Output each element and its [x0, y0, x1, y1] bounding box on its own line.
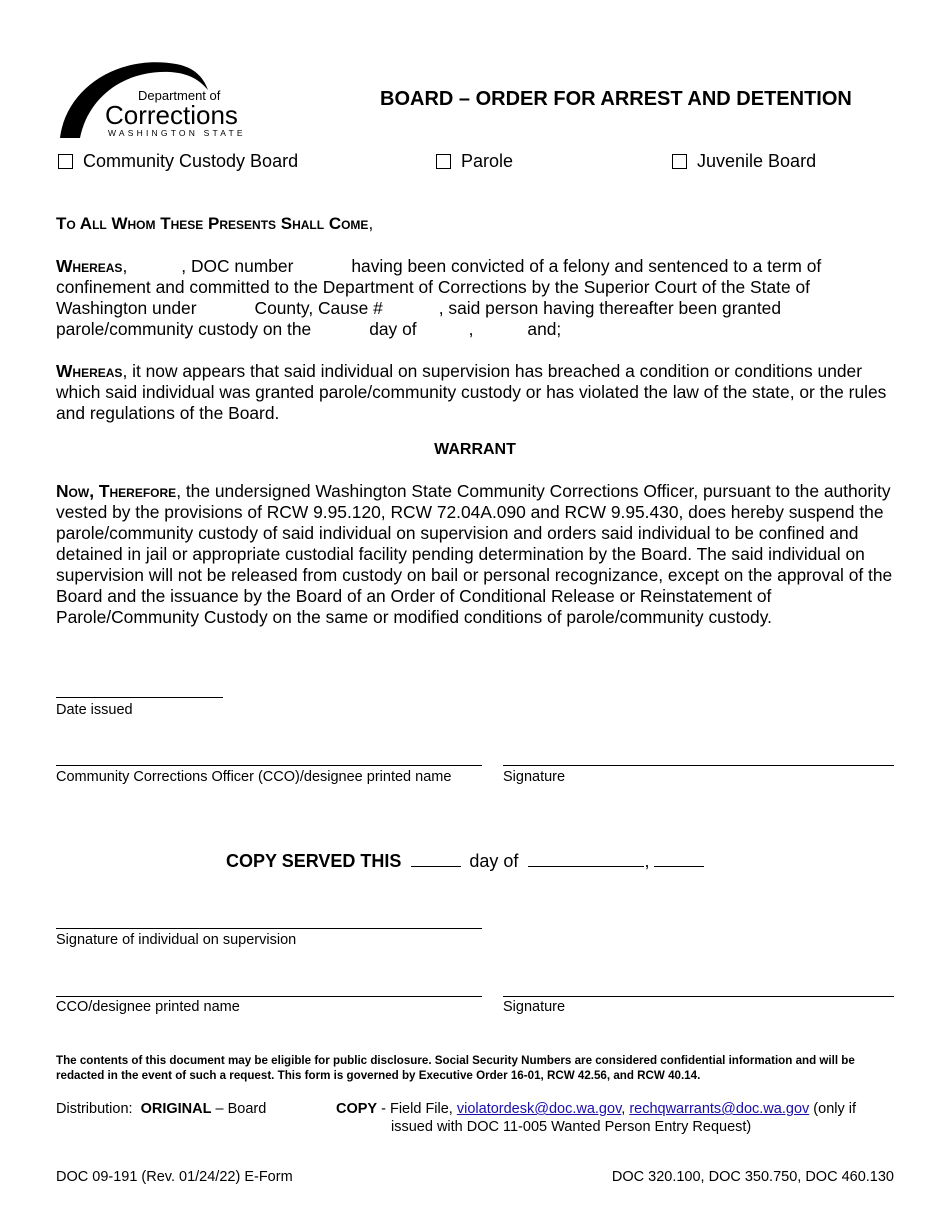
- copy-served-day-blank[interactable]: [411, 850, 461, 867]
- whereas-paragraph-1: Whereas, , DOC number having been convicted of a felony and sentenced to a term of confinement and committed to the Department of Corrections by the Superior Court of the State of Washington under County, Cause # , said person having thereafter been granted parole/community custody on the day of , and;: [56, 256, 822, 339]
- checkbox-label: Juvenile Board: [697, 151, 817, 171]
- logo-line-3: WASHINGTON STATE: [108, 128, 246, 138]
- logo-line-2: Corrections: [105, 100, 238, 130]
- copy-served-row: [226, 850, 710, 872]
- whereas-paragraph-2: Whereas, it now appears that said individual on supervision has breached a condition or conditions under which said individual was granted parole/community custody or has violated the law of the state, or the rules and regulations of the Board.: [56, 361, 887, 423]
- copy-served-year-blank[interactable]: [654, 850, 704, 867]
- salutation: To All Whom These Presents Shall Come,: [56, 214, 374, 233]
- copy-served-day-of: day of: [469, 851, 519, 871]
- now-therefore-paragraph: Now, Therefore, the undersigned Washington State Community Corrections Officer, pursuant to the authority vested by the provisions of RCW 9.95.120, RCW 72.04A.090 and RCW 9.95.430, does hereby suspend the parole/community custody of said individual on supervision and orders said individual to be confined and detained in jail or appropriate custodial facility pending determination by the Board. The said individual on supervision will not be released from custody on bail or personal recognizance, except on the approval of the Board and the issuance by the Board of an Order of Conditional Release or Reinstatement of Parole/Community Custody on the same or modified conditions of parole/community custody.: [56, 481, 893, 627]
- cco-designee-printed-name-label: CCO/designee printed name: [56, 999, 240, 1015]
- copy-served-month-blank[interactable]: [528, 850, 644, 867]
- form-number: DOC 09-191 (Rev. 01/24/22) E-Form: [56, 1169, 293, 1185]
- date-issued-line[interactable]: [56, 697, 223, 698]
- individual-signature-label: Signature of individual on supervision: [56, 932, 297, 948]
- cco-printed-name-label: Community Corrections Officer (CCO)/designee printed name: [56, 769, 452, 785]
- individual-signature-line[interactable]: [56, 928, 482, 929]
- logo-line-1: Department of: [138, 88, 221, 103]
- cco-printed-name-line[interactable]: [56, 765, 482, 766]
- signature-line-1[interactable]: [503, 765, 894, 766]
- checkbox-juvenile-board[interactable]: [672, 151, 816, 172]
- checkbox-parole[interactable]: [436, 151, 513, 172]
- signature-line-2[interactable]: [503, 996, 894, 997]
- signature-label-1: Signature: [503, 769, 566, 785]
- distribution-original: Distribution: ORIGINAL – Board: [56, 1101, 267, 1117]
- doc-logo: [58, 58, 258, 140]
- checkbox-label: Community Custody Board: [83, 151, 299, 171]
- rechqwarrants-email-link[interactable]: rechqwarrants@doc.wa.gov: [629, 1101, 810, 1117]
- copy-served-label: COPY SERVED THIS: [226, 851, 402, 871]
- cco-designee-printed-name-line[interactable]: [56, 996, 482, 997]
- warrant-heading: WARRANT: [434, 441, 516, 458]
- checkbox-box[interactable]: [672, 154, 687, 169]
- distribution-copy: COPY - Field File, violatordesk@doc.wa.gov, rechqwarrants@doc.wa.gov (only if issued with DOC 11-005 Wanted Person Entry Request): [336, 1101, 857, 1135]
- form-title: BOARD – ORDER FOR ARREST AND DETENTION: [380, 88, 852, 110]
- policy-references: DOC 320.100, DOC 350.750, DOC 460.130: [611, 1169, 894, 1185]
- checkbox-community-custody-board[interactable]: [58, 151, 298, 172]
- public-disclosure-notice: The contents of this document may be eligible for public disclosure. Social Security Numbers are considered confidential information and will be redacted in the event of such a request. This form is governed by Executive Order 16-01, RCW 42.56, and RCW 40.14.: [56, 1054, 855, 1082]
- signature-label-2: Signature: [503, 999, 566, 1015]
- checkbox-label: Parole: [461, 151, 514, 171]
- copy-served-comma: ,: [644, 851, 650, 871]
- date-issued-label: Date issued: [56, 702, 133, 718]
- violatordesk-email-link[interactable]: violatordesk@doc.wa.gov: [456, 1101, 622, 1117]
- checkbox-box[interactable]: [436, 154, 451, 169]
- checkbox-box[interactable]: [58, 154, 73, 169]
